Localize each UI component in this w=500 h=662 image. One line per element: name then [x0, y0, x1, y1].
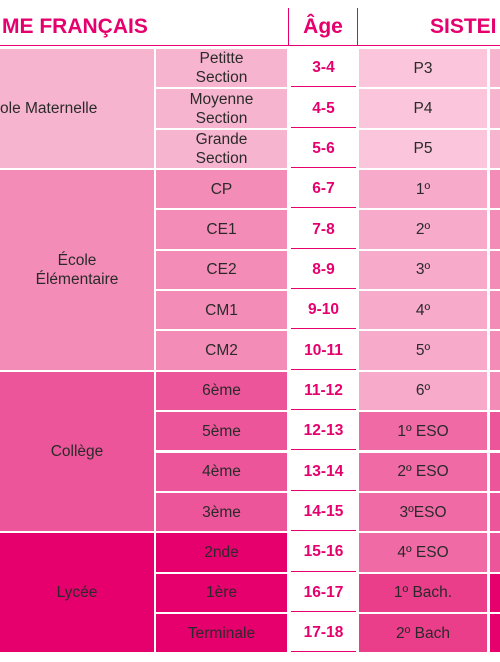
age-cell	[291, 89, 356, 127]
level-cell	[156, 251, 287, 289]
level-name: 4ème	[202, 463, 241, 481]
level-name: Moyenne Section	[189, 90, 254, 127]
age-cell	[291, 533, 356, 571]
edge-column-cell	[490, 49, 500, 87]
spanish-level: 4º ESO	[397, 543, 449, 561]
level-cell	[156, 170, 287, 208]
level-cell	[156, 210, 287, 248]
spanish-level-cell	[359, 453, 487, 491]
edge-column-cell	[490, 331, 500, 369]
age-range: 15-16	[303, 543, 344, 561]
age-range: 5-6	[312, 139, 335, 157]
level-cell	[156, 291, 287, 329]
spanish-level: P5	[413, 140, 433, 158]
edge-column-cell	[490, 170, 500, 208]
edge-column-cell	[490, 372, 500, 410]
spanish-level-cell	[359, 130, 487, 168]
group-name: Lycée	[56, 584, 98, 602]
age-cell	[291, 49, 356, 87]
group-cell	[0, 533, 154, 652]
edge-column-cell	[490, 574, 500, 612]
group-name: École Élémentaire	[35, 251, 119, 288]
spanish-level-cell	[359, 614, 487, 652]
age-cell	[291, 493, 356, 531]
group-name: Collège	[50, 442, 104, 460]
age-cell	[291, 130, 356, 168]
spanish-level: 1º ESO	[397, 422, 449, 440]
age-range: 10-11	[304, 341, 343, 359]
spanish-level-cell	[359, 493, 487, 531]
spanish-level-cell	[359, 49, 487, 87]
level-cell	[156, 493, 287, 531]
age-cell	[291, 574, 356, 612]
spanish-level: 4º	[415, 301, 431, 319]
group-name: ole Maternelle	[0, 100, 98, 118]
level-name: Grande Section	[195, 130, 248, 167]
header-age-label: Âge	[303, 14, 343, 38]
header-french-system	[0, 8, 289, 46]
spanish-level: 2º Bach	[396, 624, 450, 642]
edge-column-cell	[490, 251, 500, 289]
edge-column-cell	[490, 412, 500, 450]
level-cell	[156, 453, 287, 491]
spanish-level: 5º	[415, 342, 431, 360]
edge-column-cell	[490, 89, 500, 127]
age-range: 14-15	[303, 503, 344, 521]
spanish-level-cell	[359, 372, 487, 410]
edge-column-cell	[490, 614, 500, 652]
spanish-level-cell	[359, 412, 487, 450]
spanish-level-cell	[359, 89, 487, 127]
age-range: 4-5	[312, 99, 335, 117]
level-cell	[156, 49, 287, 87]
spanish-level: 3º	[415, 261, 431, 279]
level-cell	[156, 89, 287, 127]
spanish-level: P4	[413, 100, 433, 118]
age-cell	[291, 170, 356, 208]
level-name: Petitte Section	[195, 50, 248, 87]
age-cell	[291, 331, 356, 369]
age-range: 13-14	[303, 462, 344, 480]
age-range: 17-18	[303, 624, 344, 642]
age-range: 6-7	[312, 180, 335, 198]
level-name: 1ère	[205, 584, 238, 602]
spanish-level-cell	[359, 210, 487, 248]
edge-column-cell	[490, 493, 500, 531]
spanish-level: 1º	[415, 180, 431, 198]
level-cell	[156, 574, 287, 612]
age-range: 9-10	[307, 301, 340, 319]
age-cell	[291, 251, 356, 289]
group-cell	[0, 170, 154, 370]
edge-column-cell	[490, 291, 500, 329]
age-cell	[291, 412, 356, 450]
level-name: Terminale	[187, 624, 256, 642]
age-cell	[291, 291, 356, 329]
age-cell	[291, 210, 356, 248]
age-cell	[291, 372, 356, 410]
level-name: 3ème	[202, 503, 241, 521]
spanish-level-cell	[359, 331, 487, 369]
level-name: CM1	[205, 301, 238, 319]
level-name: 2nde	[204, 543, 239, 561]
age-range: 11-12	[304, 381, 343, 399]
level-name: 5ème	[202, 422, 241, 440]
level-name: CP	[210, 180, 233, 198]
age-range: 16-17	[303, 583, 344, 601]
level-name: CE2	[206, 261, 237, 279]
age-range: 8-9	[312, 260, 335, 278]
spanish-level: 1º Bach.	[393, 584, 453, 602]
level-cell	[156, 614, 287, 652]
level-cell	[156, 533, 287, 571]
header-spanish-system-label: SISTEI	[430, 14, 497, 38]
spanish-level-cell	[359, 291, 487, 329]
edge-column-cell	[490, 130, 500, 168]
spanish-level-cell	[359, 533, 487, 571]
spanish-level: 2º ESO	[397, 463, 449, 481]
spanish-level-cell	[359, 170, 487, 208]
spanish-level-cell	[359, 251, 487, 289]
age-range: 7-8	[312, 220, 335, 238]
age-range: 3-4	[312, 59, 335, 77]
group-cell	[0, 372, 154, 531]
header-spanish-system	[358, 8, 500, 46]
edge-column-cell	[490, 210, 500, 248]
age-cell	[291, 614, 356, 652]
spanish-level: 3ºESO	[399, 503, 447, 521]
level-cell	[156, 331, 287, 369]
spanish-level: P3	[413, 59, 433, 77]
header-french-system-label: ME FRANÇAIS	[2, 14, 148, 38]
level-name: 6ème	[202, 382, 241, 400]
level-name: CE1	[206, 221, 237, 239]
header-age	[289, 8, 358, 46]
level-name: CM2	[205, 342, 238, 360]
edge-column-cell	[490, 453, 500, 491]
edge-column-cell	[490, 533, 500, 571]
age-range: 12-13	[303, 422, 344, 440]
level-cell	[156, 412, 287, 450]
age-cell	[291, 453, 356, 491]
spanish-level-cell	[359, 574, 487, 612]
level-cell	[156, 130, 287, 168]
spanish-level: 6º	[415, 382, 431, 400]
group-cell	[0, 49, 154, 168]
level-cell	[156, 372, 287, 410]
spanish-level: 2º	[415, 221, 431, 239]
